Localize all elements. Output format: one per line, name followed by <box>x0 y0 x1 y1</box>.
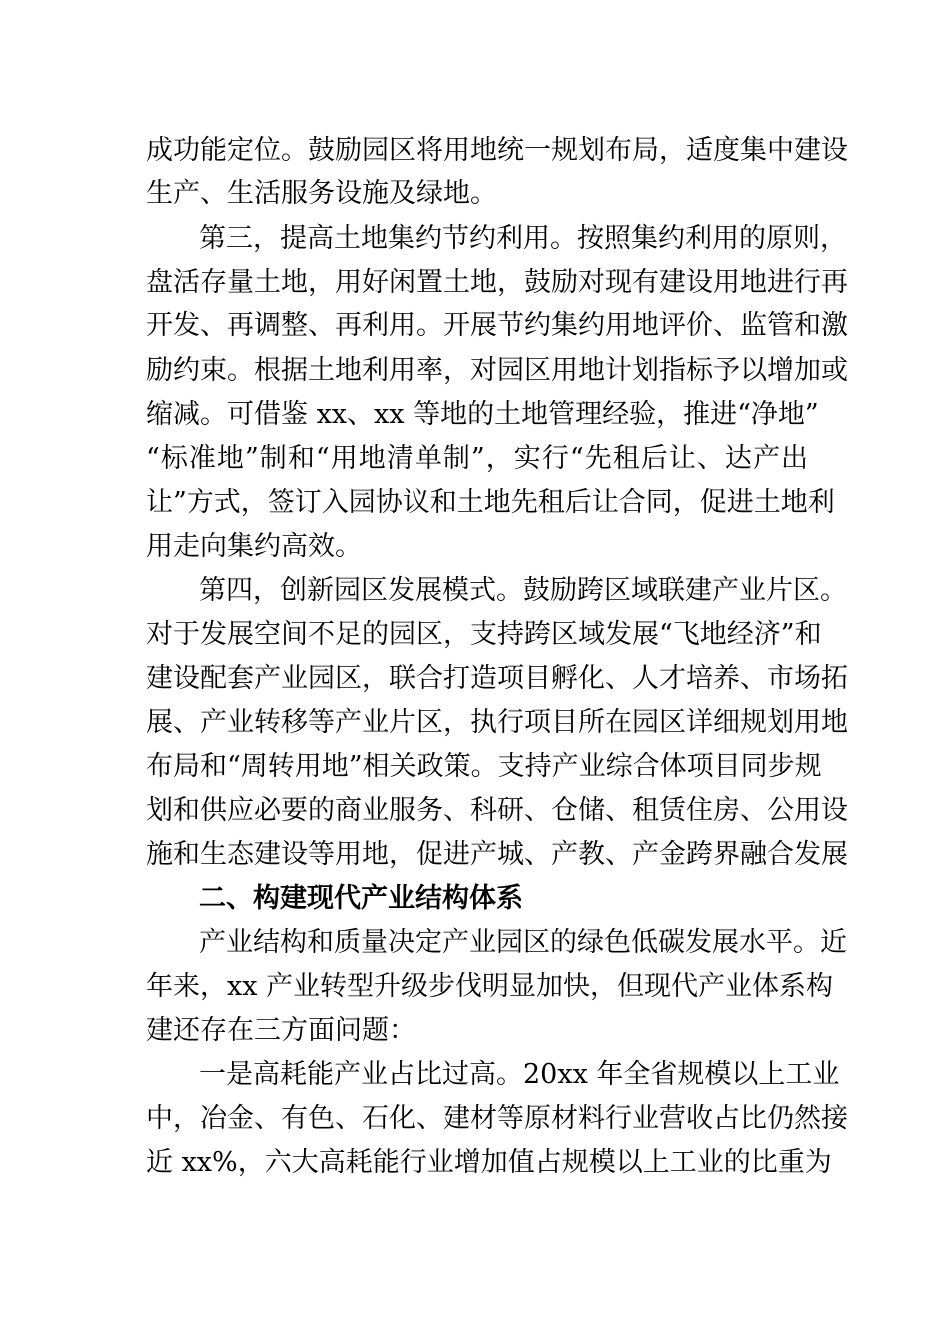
paragraph-line: 开发、再调整、再利用。开展节约集约用地评价、监管和激 <box>146 310 848 341</box>
paragraph-line: 施和生态建设等用地，促进产城、产教、产金跨界融合发展 <box>146 839 848 870</box>
paragraph-line: 用走向集约高效。 <box>146 531 362 562</box>
paragraph-line: 产业结构和质量决定产业园区的绿色低碳发展水平。近 <box>199 927 847 958</box>
paragraph-line: 第三，提高土地集约节约利用。按照集约利用的原则， <box>199 223 847 254</box>
section-heading: 二、构建现代产业结构体系 <box>199 883 523 914</box>
paragraph-line: 布局和“周转用地”相关政策。支持产业综合体项目同步规 <box>146 751 822 782</box>
paragraph-line: 一是高耗能产业占比过高。20xx 年全省规模以上工业 <box>199 1059 840 1090</box>
paragraph-line: 中，冶金、有色、石化、建材等原材料行业营收占比仍然接 <box>146 1103 848 1134</box>
paragraph-line: 盘活存量土地，用好闲置土地，鼓励对现有建设用地进行再 <box>146 267 848 298</box>
paragraph-line: 缩减。可借鉴 xx、xx 等地的土地管理经验，推进“净地” <box>146 399 819 430</box>
paragraph-line: 成功能定位。鼓励园区将用地统一规划布局，适度集中建设 <box>146 135 848 166</box>
paragraph-line: “标准地”制和“用地清单制”，实行“先租后让、达产出 <box>146 443 808 474</box>
paragraph-line: 年来，xx 产业转型升级步伐明显加快，但现代产业体系构 <box>146 971 834 1002</box>
paragraph-line: 励约束。根据土地利用率，对园区用地计划指标予以增加或 <box>146 355 848 386</box>
paragraph-line: 让”方式，签订入园协议和土地先租后让合同，促进土地利 <box>146 487 835 518</box>
paragraph-line: 展、产业转移等产业片区，执行项目所在园区详细规划用地 <box>146 707 848 738</box>
paragraph-line: 生产、生活服务设施及绿地。 <box>146 178 497 209</box>
paragraph-line: 划和供应必要的商业服务、科研、仓储、租赁住房、公用设 <box>146 795 848 826</box>
paragraph-line: 建设配套产业园区，联合打造项目孵化、人才培养、市场拓 <box>146 663 848 694</box>
paragraph-line: 近 xx%，六大高耗能行业增加值占规模以上工业的比重为 <box>146 1147 832 1178</box>
paragraph-line: 第四，创新园区发展模式。鼓励跨区域联建产业片区。 <box>199 575 847 606</box>
paragraph-line: 对于发展空间不足的园区，支持跨区域发展“飞地经济”和 <box>146 619 822 650</box>
paragraph-line: 建还存在三方面问题： <box>146 1015 416 1046</box>
